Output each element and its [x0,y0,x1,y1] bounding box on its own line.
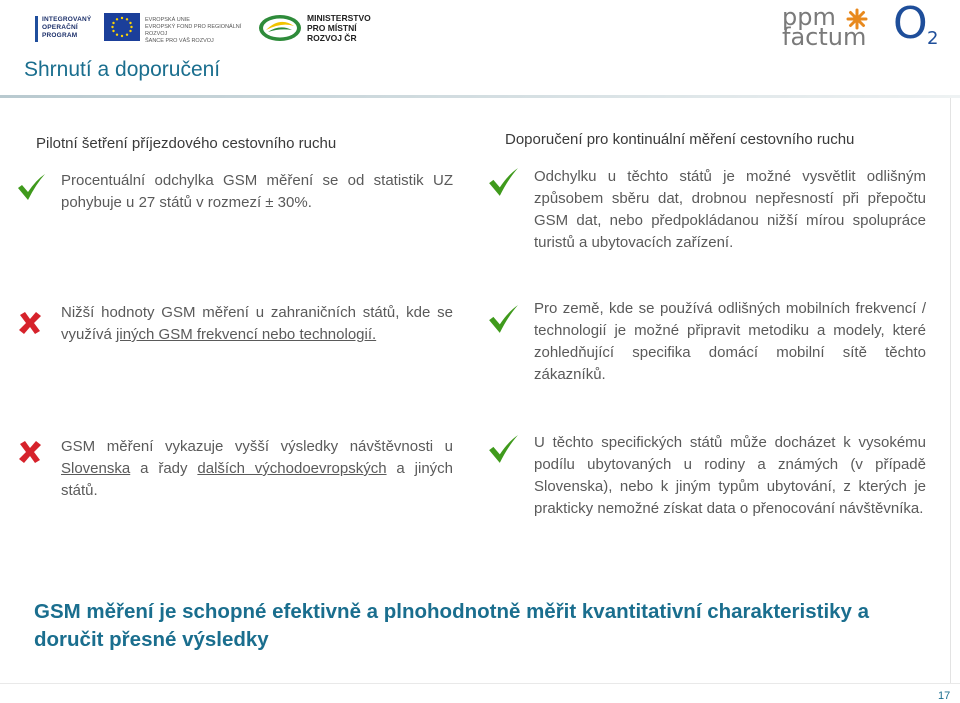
right-item-1: Odchylku u těchto států je možné vysvětlit odlišným způsobem sběru dat, drobnou nepřesností při přepočtu GSM dat, nebo předpokládanou nižší mírou spolupráce turistů a ubytovacích zařízení. [534,168,926,251]
mmr-text-line: MINISTERSTVO [307,13,371,23]
iop-logo-line: PROGRAM [42,32,78,39]
eu-text-line: EVROPSKÁ UNIE [145,17,190,23]
o2-logo-letter: O [893,0,928,49]
right-item-2: Pro země, kde se používá odlišných mobilních frekvencí / technologií je možné připravit metodiku a modely, které zohledňující specifika domácí mobilní sítě těchto zákazníků. [534,300,926,383]
left-item-2-text: Nižší hodnoty GSM měření u zahraničních států, kde se využívá [61,304,453,343]
left-item-3-underlined: dalších východoevropských [197,460,387,477]
o2-logo [893,0,945,50]
eu-flag-icon [104,13,140,41]
left-item-1 [61,170,453,214]
eu-text-line: ŠANCE PRO VÁŠ ROZVOJ [145,38,214,44]
left-heading: Pilotní šetření příjezdového cestovního ruchu [36,135,337,152]
left-item-3-text: GSM měření vykazuje vyšší výsledky návštěvnosti u [61,438,453,455]
mmr-text-line: PRO MÍSTNÍ [307,23,357,33]
ppm-factum-logo [778,3,873,51]
conclusion-text: GSM měření je schopné efektivně a plnohodnotně měřit kvantitativní charakteristiky a doručit přesné výsledky [34,600,870,651]
left-item-2-underlined: jiných GSM frekvencí nebo technologií. [116,326,377,343]
check-icon [16,172,46,202]
left-item-3-text: a jiných států. [61,460,454,499]
left-item-3-underlined: Slovenska [61,460,131,477]
check-icon [487,166,519,198]
eu-text [145,17,255,45]
mmr-logo-icon [258,14,302,42]
left-item-2 [61,302,453,346]
frame-bottom [0,683,960,684]
cross-icon [17,310,43,336]
title-rule [0,95,960,98]
o2-logo-subscript: 2 [927,28,939,49]
iop-logo [35,16,102,42]
right-item-3: U těchto specifických států může docházet k vysokému podílu ubytovaných u rodiny a známých (v případě Slovenska), nebo k jiným typům ubytování, z kterých je prakticky nemožné získat data o přenocování návštěvníka. [534,434,926,517]
left-item-1-text: Procentuální odchylka GSM měření se od statistik UZ pohybuje u 27 států v rozmezí ± 30%. [61,172,453,211]
eu-text-line: EVROPSKÝ FOND PRO REGIONÁLNÍ ROZVOJ [145,24,242,37]
ppm-logo-line: factum [782,23,867,51]
check-icon [487,303,519,335]
cross-icon [17,439,43,465]
mmr-text-line: ROZVOJ ČR [307,33,357,43]
iop-logo-line: INTEGROVANÝ [42,16,92,23]
left-item-3 [61,436,453,502]
mmr-text [307,13,371,43]
page-title: Shrnutí a doporučení [24,58,221,81]
iop-logo-line: OPERAČNÍ [42,24,78,31]
ppm-star-icon [846,8,868,30]
page-number: 17 [938,690,951,702]
right-heading: Doporučení pro kontinuální měření cestovního ruchu [505,131,855,148]
left-item-3-text: a řady [130,460,198,477]
ppm-logo-line: ppm [782,3,836,31]
check-icon [487,433,519,465]
frame-line [950,98,951,683]
